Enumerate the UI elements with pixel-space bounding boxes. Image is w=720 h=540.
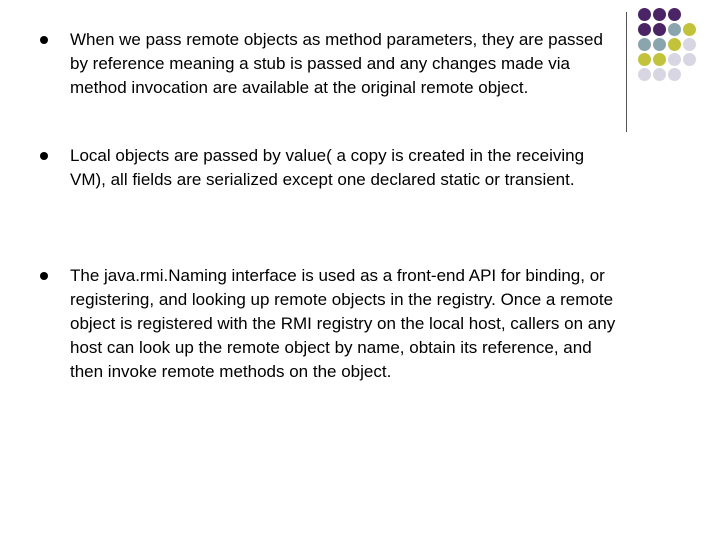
decorative-dot — [653, 8, 666, 21]
decorative-dot-grid — [638, 8, 718, 120]
vertical-divider — [626, 12, 627, 132]
decorative-dot — [653, 68, 666, 81]
decorative-dot — [653, 38, 666, 51]
decorative-dot — [668, 23, 681, 36]
bullet-dot-icon — [40, 152, 48, 160]
decorative-dot — [653, 53, 666, 66]
decorative-dot — [653, 23, 666, 36]
bullet-text: The java.rmi.Naming interface is used as a front-end API for binding, or registering, and looking up remote objects in the registry. Once a remote object is registered with the RMI registry on the local host, callers on any host can look up the remote object by name, obtain its reference, and then invoke remote methods on the object. — [70, 266, 616, 381]
bullet-dot-icon — [40, 272, 48, 280]
bullet-text: Local objects are passed by value( a copy is created in the receiving VM), all fields are serialized except one declared static or transient. — [70, 146, 585, 189]
decorative-dot — [683, 38, 696, 51]
decorative-dot — [638, 8, 651, 21]
decorative-dot — [668, 53, 681, 66]
decorative-dot — [683, 23, 696, 36]
decorative-dot — [638, 38, 651, 51]
decorative-dot — [638, 68, 651, 81]
decorative-dot — [668, 38, 681, 51]
decorative-dot — [683, 53, 696, 66]
bullet-dot-icon — [40, 36, 48, 44]
decorative-dot — [668, 8, 681, 21]
bullet-text: When we pass remote objects as method parameters, they are passed by reference meaning a stub is passed and any changes made via method invocation are available at the original remote object. — [70, 30, 603, 97]
decorative-dot — [638, 53, 651, 66]
decorative-dot — [668, 68, 681, 81]
decorative-dot — [638, 23, 651, 36]
